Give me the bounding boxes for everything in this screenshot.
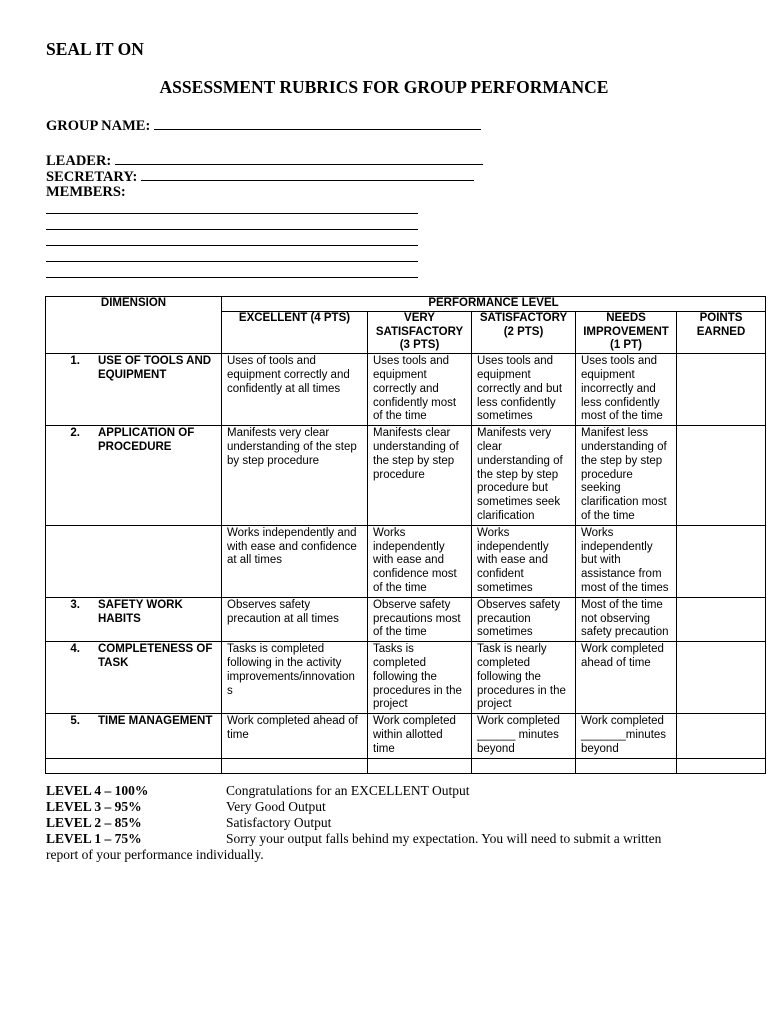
- points-earned-cell[interactable]: [677, 714, 766, 758]
- criteria-cell: Task is nearly completed following the procedures in the project: [472, 642, 576, 714]
- dimension-cell: [46, 714, 222, 758]
- rubric-table: [45, 296, 766, 774]
- criteria-cell: Work completed ahead of time: [576, 642, 677, 714]
- level-header-satisfactory: SATISFACTORY (2 PTS): [472, 311, 576, 353]
- criteria-cell: Works independently with ease and confidence most of the time: [368, 525, 472, 597]
- criteria-cell: Work completed ahead of time: [222, 714, 368, 758]
- legend-label: LEVEL 3 – 95%: [46, 799, 142, 814]
- legend-label: LEVEL 2 – 85%: [46, 815, 142, 830]
- member-blank-2[interactable]: [46, 229, 418, 230]
- criteria-cell: Manifest less understanding of the step by step procedure seeking clarification most of the time: [576, 426, 677, 526]
- points-earned-cell[interactable]: [677, 597, 766, 641]
- total-row: [46, 758, 766, 773]
- points-earned-cell[interactable]: [677, 354, 766, 426]
- legend-level-4: [46, 783, 469, 799]
- dimension-label: COMPLETENESS OF TASK: [98, 643, 213, 669]
- document-title: SEAL IT ON: [46, 39, 144, 59]
- blank-cell: [222, 758, 368, 773]
- member-blank-4[interactable]: [46, 261, 418, 262]
- leader-label: LEADER:: [46, 153, 112, 169]
- criteria-cell: Work completed _______minutes beyond: [576, 714, 677, 758]
- members-field: [46, 184, 126, 201]
- secretary-blank[interactable]: [141, 167, 474, 181]
- members-label: MEMBERS:: [46, 184, 126, 200]
- dimension-cell: [46, 525, 222, 597]
- dimension-header: DIMENSION: [46, 297, 222, 354]
- dimension-number: 3.: [70, 598, 80, 611]
- criteria-cell: Observe safety precautions most of the time: [368, 597, 472, 641]
- criteria-cell: Most of the time not observing safety precaution: [576, 597, 677, 641]
- legend-text: Very Good Output: [226, 799, 326, 814]
- dimension-number: 1.: [70, 355, 80, 368]
- criteria-cell: Works independently and with ease and confidence at all times: [222, 525, 368, 597]
- dimension-cell: [46, 642, 222, 714]
- criteria-cell: Tasks is completed following in the activity improvements/innovation s: [222, 642, 368, 714]
- level-header-needs-improvement: NEEDS IMPROVEMENT (1 PT): [576, 311, 677, 353]
- level-header-excellent: EXCELLENT (4 PTS): [222, 311, 368, 353]
- header-row-1: [46, 297, 766, 312]
- performance-level-header: PERFORMANCE LEVEL: [222, 297, 766, 312]
- table-row: [46, 642, 766, 714]
- criteria-cell: Tasks is completed following the procedures in the project: [368, 642, 472, 714]
- blank-cell: [472, 758, 576, 773]
- criteria-cell: Works independently with ease and confident sometimes: [472, 525, 576, 597]
- criteria-cell: Uses tools and equipment correctly and but less confidently sometimes: [472, 354, 576, 426]
- member-blank-3[interactable]: [46, 245, 418, 246]
- dimension-label: USE OF TOOLS AND EQUIPMENT: [98, 355, 212, 381]
- points-earned-header: POINTS EARNED: [677, 311, 766, 353]
- criteria-cell: Work completed within allotted time: [368, 714, 472, 758]
- legend-text: Congratulations for an EXCELLENT Output: [226, 783, 470, 798]
- criteria-cell: Manifests very clear understanding of the step by step procedure: [222, 426, 368, 526]
- member-blank-1[interactable]: [46, 213, 418, 214]
- group-name-field: [46, 116, 481, 135]
- criteria-cell: Uses tools and equipment correctly and confidently most of the time: [368, 354, 472, 426]
- dimension-label: TIME MANAGEMENT: [98, 715, 213, 728]
- criteria-cell: Manifests clear understanding of the step by step procedure: [368, 426, 472, 526]
- table-row: [46, 597, 766, 641]
- legend-text: Sorry your output falls behind my expectation. You will need to submit a written: [226, 831, 662, 846]
- legend-level-3: [46, 799, 326, 815]
- dimension-label: SAFETY WORK HABITS: [98, 598, 183, 625]
- group-name-blank[interactable]: [154, 116, 481, 130]
- level-header-very-satisfactory: VERY SATISFACTORY (3 PTS): [368, 311, 472, 353]
- criteria-cell: Manifests very clear understanding of the step by step procedure but sometimes seek clarification: [472, 426, 576, 526]
- criteria-cell: Uses tools and equipment incorrectly and less confidently most of the time: [576, 354, 677, 426]
- table-row: [46, 426, 766, 526]
- criteria-cell: Observes safety precaution sometimes: [472, 597, 576, 641]
- legend-level-2: [46, 815, 331, 831]
- criteria-cell: Uses of tools and equipment correctly and confidently at all times: [222, 354, 368, 426]
- points-earned-cell[interactable]: [677, 525, 766, 597]
- dimension-label: APPLICATION OF PROCEDURE: [98, 427, 195, 453]
- criteria-cell: Works independently but with assistance from most of the times: [576, 525, 677, 597]
- legend-continuation: report of your performance individually.: [46, 847, 264, 862]
- dimension-cell: [46, 426, 222, 526]
- group-name-label: GROUP NAME:: [46, 118, 151, 134]
- points-earned-cell[interactable]: [677, 642, 766, 714]
- legend-text: Satisfactory Output: [226, 815, 332, 830]
- points-earned-cell[interactable]: [677, 426, 766, 526]
- criteria-cell: Observes safety precaution at all times: [222, 597, 368, 641]
- criteria-cell: Work completed ______ minutes beyond: [472, 714, 576, 758]
- points-total-cell[interactable]: [677, 758, 766, 773]
- dimension-cell: [46, 354, 222, 426]
- dimension-cell: [46, 597, 222, 641]
- table-row: [46, 525, 766, 597]
- table-row: [46, 354, 766, 426]
- member-blank-5[interactable]: [46, 277, 418, 278]
- legend-label: LEVEL 1 – 75%: [46, 831, 142, 846]
- blank-cell: [46, 758, 222, 773]
- table-row: [46, 714, 766, 758]
- document-heading: ASSESSMENT RUBRICS FOR GROUP PERFORMANCE: [159, 77, 609, 97]
- blank-cell: [576, 758, 677, 773]
- legend-label: LEVEL 4 – 100%: [46, 783, 149, 798]
- secretary-label: SECRETARY:: [46, 169, 138, 185]
- dimension-number: 4.: [70, 643, 80, 656]
- leader-blank[interactable]: [115, 151, 483, 165]
- legend-level-1: [46, 831, 661, 847]
- dimension-number: 5.: [70, 715, 80, 728]
- blank-cell: [368, 758, 472, 773]
- dimension-number: 2.: [70, 427, 80, 440]
